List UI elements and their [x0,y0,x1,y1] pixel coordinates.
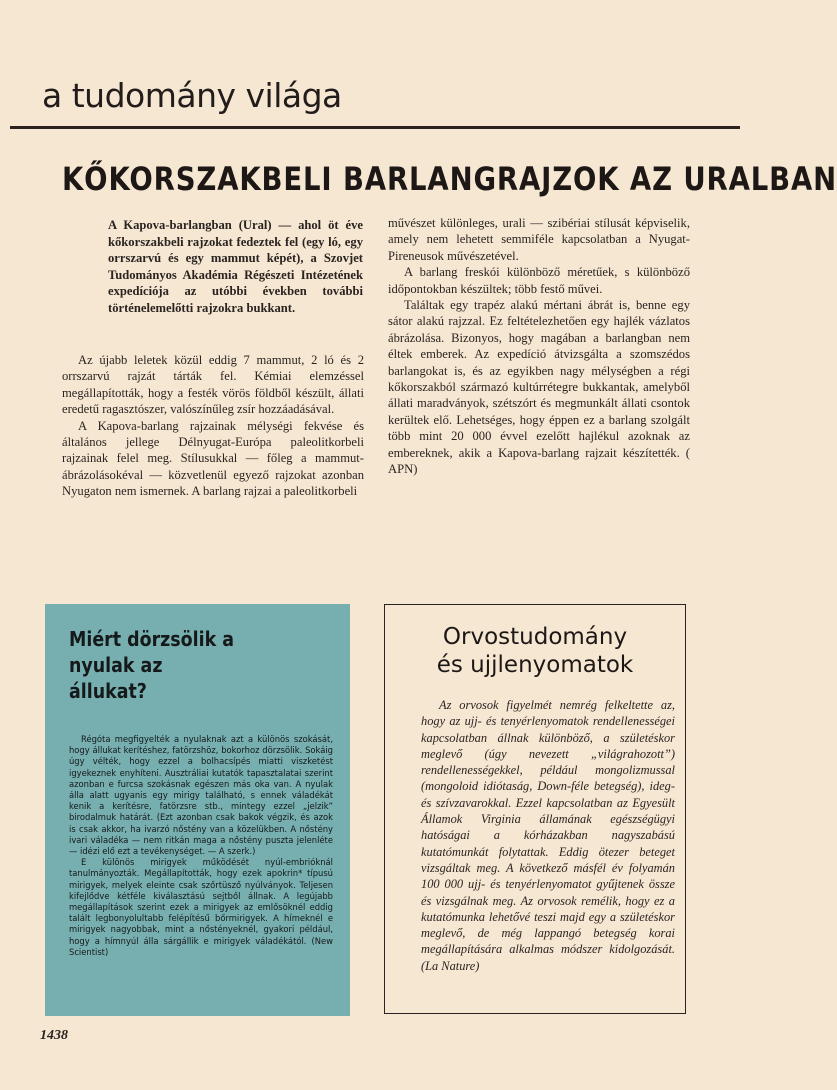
rabbit-box-paragraph: E különös mirigyek működését nyúl-embrióknál tanulmányozták. Megállapították, hogy ezek apokrin* típusú mirigyek, melyek eleinte csak szőrtüsző nyúlványok. Teljesen kifejlődve kétféle kiválasztású sejtből állnak. A legújabb megállapítások szerint ezek a mirigyek az emlősöknél eddig talált legbonyolultabb felépítésű bőrmirigyek. A hímeknél e mirigyek nagyobbak, mint a nőstényeknél, gyakori például, hogy a hímnyúl álla sárgállik e mirigyek váladékától. (New Scientist) [69,857,333,957]
rabbit-box-paragraph: Régóta megfigyelték a nyulaknak azt a különös szokását, hogy állukat kerítéshez, fatörzshöz, bokorhoz dörzsölik. Sokáig úgy vélték, hogy ezzel a bolhacsípés miatti viszketést igyekeznek enyhíteni. Ausztráliai kutatók tapasztalatai szerint azonban e furcsa szokásnak egészen más oka van. A nyulak álla alatt ugyanis egy mirigy található, s ennek váladékát kenik a kerítésre, fatörzsre stb., mintegy ezzel „jelzik” birodalmuk határát. (Ezt azonban csak bakok végzik, és azok is csak akkor, ha ivarzó nőstény van a közelükben. A nőstény ivari váladéka — nem ritkán maga a nőstény puszta jelenléte — idézi elő ezt a tevékenységet. — A szerk.) [69,734,333,857]
article-paragraph: művészet különleges, urali — szibériai stílusát képviselik, amely nem lehetett semmiféle kapcsolatban a Nyugat-Pireneusok művészetével. [388,216,690,263]
article-paragraph: Az újabb leletek közül eddig 7 mammut, 2 ló és 2 orrszarvú rajzát tárták fel. Kémiai elemzéssel megállapították, hogy a festék vörös földből készült, állati eredetű ragasztószer, valószínűleg zsír hozzáadásával. [62,353,364,417]
article-lead: A Kapova-barlangban (Ural) — ahol öt éve kőkorszakbeli rajzokat fedeztek fel (egy ló, egy orrszarvú és egy mammut képét), a Szovjet Tudományos Akadémia Régészeti Intézetének expedíciója az utóbbi években további történelemelőtti rajzokra bukkant. [108,218,363,315]
rabbit-box-title: Miért dörzsölik a nyulak az állukat? [69,627,235,703]
article-paragraph: Találtak egy trapéz alakú mértani ábrát is, benne egy sátor alakú rajzzal. Ez feltételezhetően egy hajlék vázlatos ábrázolása. Bizonyos, hogy magában a barlangban nem éltek emberek. Az expedíció átvizsgálta a szomszédos barlangokat is, és az egyikben nagy mélységben a régi kőkorszakból származó kultúrrétegre bukkantak, amelyből állati maradványok, szétszórt és megmunkált állati csontok kerültek elő. Lehetséges, hogy éppen ez a barlang szolgált több mint 20 000 évvel ezelőtt hajlékul azoknak az embereknek, akik a Kapova-barlang rajzait készítették. ( APN) [388,298,690,477]
article-paragraph: A barlang freskói különböző méretűek, s különböző időpontokban készültek; több festő művei. [388,265,690,296]
medicine-box-title [385,623,685,679]
medicine-sidebar-box [384,604,686,1014]
medicine-box-title-line2: és ujjlenyomatok [436,652,634,678]
rabbit-box-text [69,734,333,958]
article-paragraph: A Kapova-barlang rajzainak mélységi fekvése és általános jellege Délnyugat-Európa paleolitkorbeli rajzainak felel meg. Stílusukkal — főleg a mammut-ábrázolásokéval — közvetlenül egyező rajzokat azonban Nyugaton nem ismernek. A barlang rajzai a paleolitkorbeli [62,418,364,499]
medicine-box-paragraph: Az orvosok figyelmét nemrég felkeltette az, hogy az ujj- és tenyérlenyomatok rendellenességei kapcsolatban állnak különböző, a születéskor meglevő (úgy nevezett „világrahozott”) rendellenességekkel, például mongolizmussal (mongoloid idiótaság, Down-féle betegség), ideg- és szívzavarokkal. Ezzel kapcsolatban az Egyesült Államok Virginia államának egészségügyi hatóságai a kórházakban nagyszabású kutatómunkát folytattak. Eddig ötezer beteget vizsgáltak meg. A következő másfél év folyamán 100 000 ujj- és tenyérlenyomatot gyűjtenek össze és vizsgálnak meg. Az orvosok remélik, hogy ez a kutatómunka lehetővé teszi majd egy a születéskor meglevő, de még lappangó betegség korai megállapítására alkalmas módszer kidolgozását. (La Nature) [421,698,675,973]
page-number: 1438 [40,1028,68,1043]
medicine-box-title-line1: Orvostudomány [442,624,628,650]
medicine-box-text [421,697,675,974]
article-column-right [388,215,690,478]
rabbit-sidebar-box [45,604,350,1016]
section-rubric: a tudomány világa [42,76,342,115]
header-rule [10,126,740,129]
article-column-left [62,352,364,500]
article-headline: KŐKORSZAKBELI BARLANGRAJZOK AZ URALBAN [62,160,837,198]
